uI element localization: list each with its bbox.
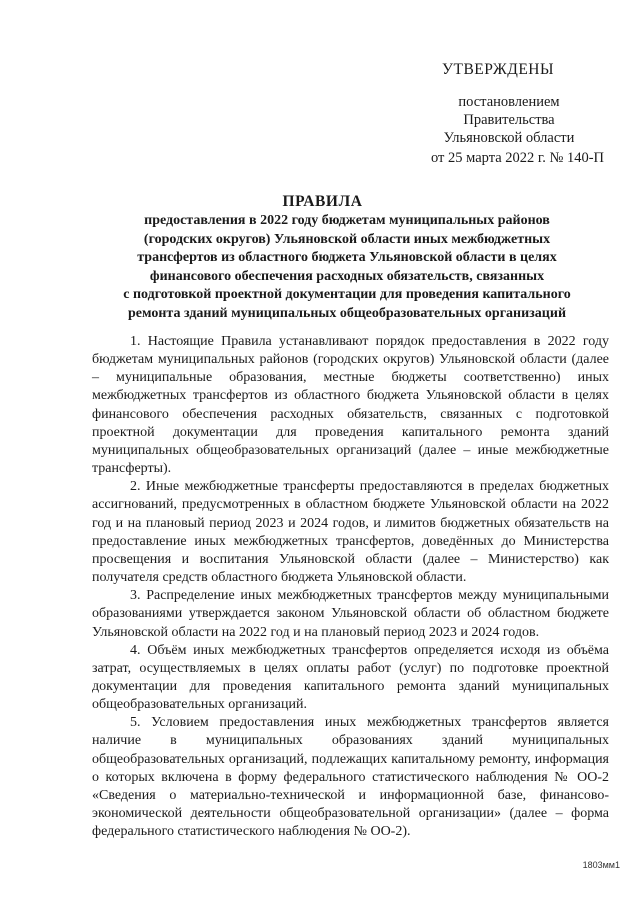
subtitle-line: финансового обеспечения расходных обязательств, связанных xyxy=(149,268,545,284)
approved-heading: УТВЕРЖДЕНЫ xyxy=(442,61,554,78)
decree-reference xyxy=(414,93,604,147)
paragraph-5: 5. Условием предоставления иных межбюджетных трансфертов является наличие в муниципальных образованиях зданий муниципальных общеобразовательных организаций, подлежащих капитальному ремонту, информация о которых включена в форму федерального статистического наблюдения № ОО-2 «Сведения о материально-технической и информационной базе, финансово-экономической деятельности общеобразовательной организации» (далее – форма федерального статистического наблюдения № ОО-2). xyxy=(92,715,609,840)
paragraph-2: 2. Иные межбюджетные трансферты предоставляются в пределах бюджетных ассигнований, предусмотренных в областном бюджете Ульяновской области на 2022 год и на плановый период 2023 и 2024 годов, и лимитов бюджетных обязательств на предоставление иных межбюджетных трансфертов, доведённых до Министерства просвещения и воспитания Ульяновской области (далее – Министерство) как получателя средств областного бюджета Ульяновской области. xyxy=(92,479,609,586)
subtitle-line: с подготовкой проектной документации для проведения капитального xyxy=(123,287,571,303)
document-title: ПРАВИЛА xyxy=(282,193,363,210)
subtitle-line: ремонта зданий муниципальных общеобразовательных организаций xyxy=(127,305,567,321)
decree-date: от 25 марта 2022 г. № 140-П xyxy=(431,150,604,166)
paragraph-3: 3. Распределение иных межбюджетных трансфертов между муниципальными образованиями утверждается законом Ульяновской области об областном бюджете Ульяновской области на 2022 год и на плановый период 2023 и 2024 годов. xyxy=(92,588,609,640)
decree-line-2: Ульяновской области xyxy=(443,130,575,146)
subtitle-line: предоставления в 2022 году бюджетам муниципальных районов xyxy=(144,213,550,228)
subtitle-line: (городских округов) Ульяновской области иных межбюджетных xyxy=(143,231,551,247)
paragraph-4: 4. Объём иных межбюджетных трансфертов определяется исходя из объёма затрат, осуществляемых в целях оплаты работ (услуг) по подготовке проектной документации для проведения капитального ремонта зданий муниципальных общеобразовательных организаций. xyxy=(92,642,609,713)
decree-line-1: постановлением Правительства xyxy=(458,94,560,128)
document-code: 1803мм1 xyxy=(582,860,620,870)
subtitle-line: трансфертов из областного бюджета Ульяновской области в целях xyxy=(137,250,557,266)
paragraph-1: 1. Настоящие Правила устанавливают порядок предоставления в 2022 году бюджетам муниципальных районов (городских округов) Ульяновской области (далее – муниципальные образования, местные бюджеты соответственно) иных межбюджетных трансфертов из областного бюджета Ульяновской области в целях финансового обеспечения расходных обязательств, связанных с подготовкой проектной документации для проведения капитального ремонта зданий муниципальных общеобразовательных организаций (далее – иные межбюджетные трансферты). xyxy=(92,334,609,477)
document-subtitle xyxy=(92,212,602,324)
document-body xyxy=(92,333,609,841)
